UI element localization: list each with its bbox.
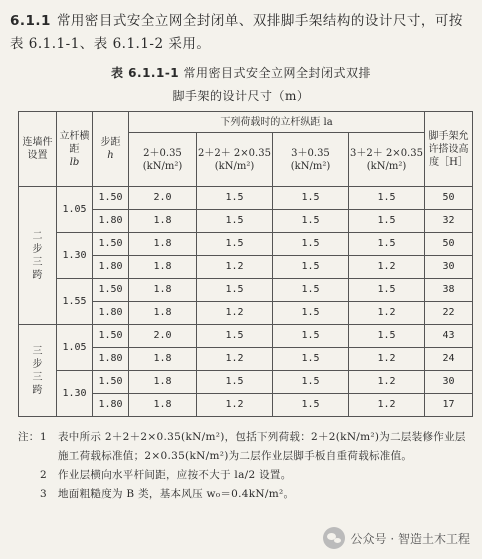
cell-load-1: 2.0 [129, 325, 197, 348]
cell-load-4: 1.5 [349, 233, 425, 256]
table-row [19, 233, 473, 256]
cell-load-2: 1.5 [197, 325, 273, 348]
cell-max-height: 24 [425, 348, 473, 371]
cell-pole-spacing: 1.30 [57, 233, 93, 279]
header-load-group: 下列荷载时的立杆纵距 la [129, 112, 425, 133]
header-max-height: 脚手架允许搭设高度［H］ [425, 112, 473, 187]
wechat-icon [323, 527, 345, 549]
cell-load-3: 1.5 [273, 302, 349, 325]
note-index: 2 [40, 469, 47, 481]
cell-load-4: 1.5 [349, 210, 425, 233]
note-2 [18, 466, 468, 485]
note-1 [18, 428, 468, 466]
note-index: 1 [40, 431, 47, 443]
cell-step: 1.50 [93, 279, 129, 302]
table-title-line1: 常用密目式安全立网全封闭式双排 [183, 66, 372, 80]
note-lead: 注： [18, 431, 40, 443]
cell-load-3: 1.5 [273, 394, 349, 417]
header-wall-tie: 连墙件设置 [19, 112, 57, 187]
cell-load-1: 1.8 [129, 394, 197, 417]
watermark [323, 527, 470, 549]
table-caption-line1 [0, 64, 482, 81]
header-load-col-4: 3＋2＋ 2×0.35 (kN/m²) [349, 133, 425, 187]
header-pole-spacing-label: 立杆横距 [59, 130, 90, 155]
cell-step: 1.50 [93, 187, 129, 210]
cell-load-2: 1.2 [197, 302, 273, 325]
cell-load-2: 1.5 [197, 233, 273, 256]
cell-max-height: 50 [425, 233, 473, 256]
cell-load-3: 1.5 [273, 348, 349, 371]
cell-load-2: 1.2 [197, 256, 273, 279]
note-text: 作业层横向水平杆间距，应按不大于 la/2 设置。 [58, 469, 292, 481]
cell-step: 1.80 [93, 302, 129, 325]
header-pole-spacing [57, 112, 93, 187]
cell-step: 1.50 [93, 325, 129, 348]
cell-load-4: 1.2 [349, 302, 425, 325]
clause-text: 常用密目式安全立网全封闭单、双排脚手架结构的设计尺寸，可按表 6.1.1-1、表 6.1.1-2 采用。 [10, 13, 463, 52]
cell-load-1: 1.8 [129, 256, 197, 279]
cell-load-1: 1.8 [129, 371, 197, 394]
cell-load-3: 1.5 [273, 233, 349, 256]
cell-max-height: 43 [425, 325, 473, 348]
header-load-col-2: 2＋2＋ 2×0.35 (kN/m²) [197, 133, 273, 187]
note-text: 表中所示 2＋2＋2×0.35(kN/m²)，包括下列荷载：2＋2(kN/m²)为二层装修作业层施工荷载标准值；2×0.35(kN/m²)为二层作业层脚手板自重荷载标准值。 [58, 431, 466, 462]
cell-load-3: 1.5 [273, 325, 349, 348]
cell-pole-spacing: 1.05 [57, 325, 93, 371]
clause-paragraph [10, 10, 472, 56]
cell-wall-tie: 三步三跨 [19, 325, 57, 417]
cell-max-height: 30 [425, 256, 473, 279]
cell-load-1: 1.8 [129, 233, 197, 256]
header-step-symbol: h [107, 150, 114, 161]
cell-load-1: 1.8 [129, 302, 197, 325]
note-text: 地面粗糙度为 B 类，基本风压 w₀＝0.4kN/m²。 [58, 488, 295, 500]
cell-load-3: 1.5 [273, 187, 349, 210]
cell-max-height: 38 [425, 279, 473, 302]
clause-number: 6.1.1 [10, 13, 51, 29]
cell-step: 1.50 [93, 371, 129, 394]
cell-load-1: 2.0 [129, 187, 197, 210]
note-3 [18, 485, 468, 504]
table-row [19, 187, 473, 210]
table-number: 表 6.1.1-1 [110, 66, 180, 80]
cell-pole-spacing: 1.55 [57, 279, 93, 325]
table-caption-line2 [0, 87, 482, 104]
cell-load-4: 1.2 [349, 256, 425, 279]
cell-load-2: 1.5 [197, 371, 273, 394]
cell-load-1: 1.8 [129, 348, 197, 371]
cell-step: 1.80 [93, 348, 129, 371]
table-row [19, 279, 473, 302]
cell-load-2: 1.2 [197, 394, 273, 417]
cell-step: 1.80 [93, 256, 129, 279]
table-notes [18, 428, 468, 504]
cell-pole-spacing: 1.30 [57, 371, 93, 417]
cell-load-4: 1.2 [349, 348, 425, 371]
watermark-text: 公众号 · 智造土木工程 [350, 531, 470, 546]
cell-step: 1.80 [93, 394, 129, 417]
cell-pole-spacing: 1.05 [57, 187, 93, 233]
cell-wall-tie: 二步三跨 [19, 187, 57, 325]
cell-load-4: 1.2 [349, 394, 425, 417]
cell-load-3: 1.5 [273, 256, 349, 279]
table-title-line2: 脚手架的设计尺寸（m） [172, 89, 310, 103]
note-index: 3 [40, 488, 47, 500]
cell-max-height: 22 [425, 302, 473, 325]
header-step-label: 步距 [100, 137, 121, 148]
cell-step: 1.50 [93, 233, 129, 256]
cell-load-1: 1.8 [129, 279, 197, 302]
cell-max-height: 30 [425, 371, 473, 394]
cell-load-3: 1.5 [273, 210, 349, 233]
cell-load-2: 1.5 [197, 279, 273, 302]
header-load-col-3: 3＋0.35 (kN/m²) [273, 133, 349, 187]
cell-max-height: 17 [425, 394, 473, 417]
cell-load-3: 1.5 [273, 371, 349, 394]
cell-load-2: 1.5 [197, 210, 273, 233]
cell-max-height: 50 [425, 187, 473, 210]
cell-load-4: 1.5 [349, 325, 425, 348]
cell-max-height: 32 [425, 210, 473, 233]
table-row [19, 371, 473, 394]
header-load-col-1: 2＋0.35 (kN/m²) [129, 133, 197, 187]
table-row [19, 325, 473, 348]
header-step [93, 112, 129, 187]
cell-load-4: 1.5 [349, 279, 425, 302]
cell-load-4: 1.2 [349, 371, 425, 394]
cell-load-3: 1.5 [273, 279, 349, 302]
design-size-table [18, 111, 473, 417]
cell-load-2: 1.5 [197, 187, 273, 210]
cell-load-4: 1.5 [349, 187, 425, 210]
header-pole-spacing-symbol: lb [69, 156, 80, 168]
cell-load-1: 1.8 [129, 210, 197, 233]
cell-step: 1.80 [93, 210, 129, 233]
cell-load-2: 1.2 [197, 348, 273, 371]
